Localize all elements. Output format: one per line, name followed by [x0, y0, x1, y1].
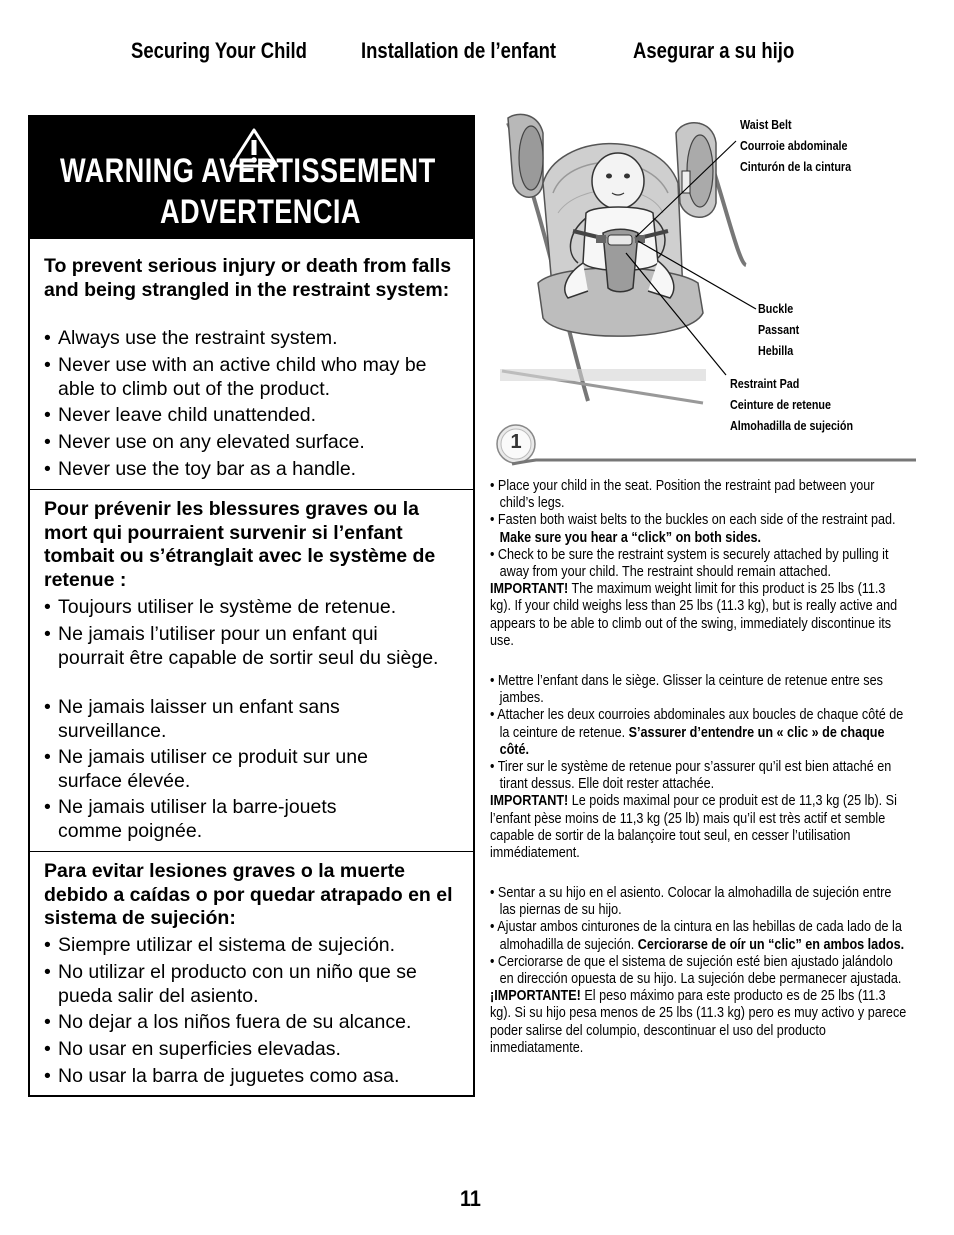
page-number: 11: [460, 1186, 481, 1211]
warning-bullet: • Never use with an active child who may be able to climb out of the product.: [44, 354, 427, 400]
instructions-french: • Mettre l’enfant dans le siège. Glisser la ceinture de retenue entre ses jambes. • Attacher les deux courroies abdominales aux boucles de chaque côté de la ceinture de retenue. S’assurer d’entendre un « clic » de chaque côté. • Tirer sur le système de retenue pour s’assurer qu’il est bien attaché en tirant dessus. Elle doit rester attachée. IMPORTANT! Le poids maximal pour ce produit est de 11,3 kg (25 lb). Si l’enfant pèse moins de 11,3 kg (25 lb) mais qu’il est très actif et semble capable de sortir de la balançoire tout seul, en cesser l’utilisation immédiatement.: [490, 673, 904, 862]
warning-bullet: • No usar en superficies elevadas.: [44, 1038, 341, 1060]
instructions-spanish: • Sentar a su hijo en el asiento. Colocar la almohadilla de sujeción entre las piernas de su hijo. • Ajustar ambos cinturones de la cintura en las hebillas de cada lado de la almohadilla de sujeción. Cerciorarse de oír un “clic” en ambos lados. • Cerciorarse de que el sistema de sujeción esté bien ajustado jalándolo en dirección opuesta de su hijo. La sujeción debe permanecer ajustada. ¡IMPORTANTE! El peso máximo para este producto es de 25 lbs (11.3 kg). Si su hijo pesa menos de 25 lbs (11.3 kg) pero es muy activo y parece poder salirse del columpio, descontinuar el uso del producto inmediatamente.: [490, 885, 907, 1056]
section-divider: [30, 851, 473, 852]
header-english: Securing Your Child: [131, 38, 307, 63]
warning-header: [30, 117, 473, 239]
callout-buckle: Buckle Passant Hebilla: [758, 302, 800, 358]
callout-waist-belt: Waist Belt Courroie abdominale Cinturón de la cintura: [740, 118, 852, 174]
callout-restraint-pad: Restraint Pad Ceinture de retenue Almohadilla de sujeción: [730, 377, 854, 433]
warning-bullet: • Siempre utilizar el sistema de sujeción.: [44, 934, 396, 956]
page-header: [0, 38, 954, 68]
warning-box: [28, 115, 475, 1097]
swing-restraint-illustration: [498, 113, 918, 433]
step-badge: [492, 420, 916, 466]
section-divider: [30, 489, 473, 490]
warning-bullet: • No usar la barra de juguetes como asa.: [44, 1065, 400, 1087]
warning-bullet: • Ne jamais utiliser ce produit sur une surface élevée.: [44, 746, 368, 792]
warning-bullet: • Never use the toy bar as a handle.: [44, 458, 357, 480]
header-spanish: Asegurar a su hijo: [633, 38, 795, 63]
warning-bullet: • Ne jamais utiliser la barre-jouets comme poignée.: [44, 796, 337, 842]
warning-bullet: • Ne jamais laisser un enfant sans surveillance.: [44, 696, 340, 742]
warning-bullet: • No utilizar el producto con un niño que se pueda salir del asiento.: [44, 961, 417, 1007]
warning-bullet: • Never leave child unattended.: [44, 404, 317, 426]
warning-bullet: • Ne jamais l’utiliser pour un enfant qui pourrait être capable de sortir seul du siège.: [44, 623, 439, 669]
warning-bullet: • Toujours utiliser le système de retenue.: [44, 596, 397, 618]
warning-title-line1: WARNING AVERTISSEMENT: [60, 152, 436, 190]
instructions-english: • Place your child in the seat. Position the restraint pad between your child’s legs. • Fasten both waist belts to the buckles on each side of the restraint pad. Make sure you hear a “click” on both sides. • Check to be sure the restraint system is securely attached by pulling it away from your child. The restraint should remain attached. IMPORTANT! The maximum weight limit for this product is 25 lbs (11.3 kg). If your child weighs less than 25 lbs (11.3 kg), but is really active and appears to be able to climb out of the swing, immediately discontinue its use.: [490, 478, 898, 649]
warning-bullet: • Always use the restraint system.: [44, 327, 338, 349]
warning-lead-spanish: Para evitar lesiones graves o la muerte debido a caídas o por quedar atrapado en el sistema de sujeción:: [44, 860, 453, 929]
warning-bullet: • Never use on any elevated surface.: [44, 431, 365, 453]
warning-title-line2: ADVERTENCIA: [160, 193, 361, 231]
step-number: 1: [510, 431, 522, 453]
warning-lead-english: To prevent serious injury or death from falls and being strangled in the restraint system:: [44, 255, 452, 301]
header-french: Installation de l’enfant: [361, 38, 557, 63]
warning-bullet: • No dejar a los niños fuera de su alcance.: [44, 1011, 412, 1033]
warning-lead-french: Pour prévenir les blessures graves ou la mort qui pourraient survenir si l’enfant tombait ou s’étranglait avec le système de retenue :: [44, 498, 436, 591]
